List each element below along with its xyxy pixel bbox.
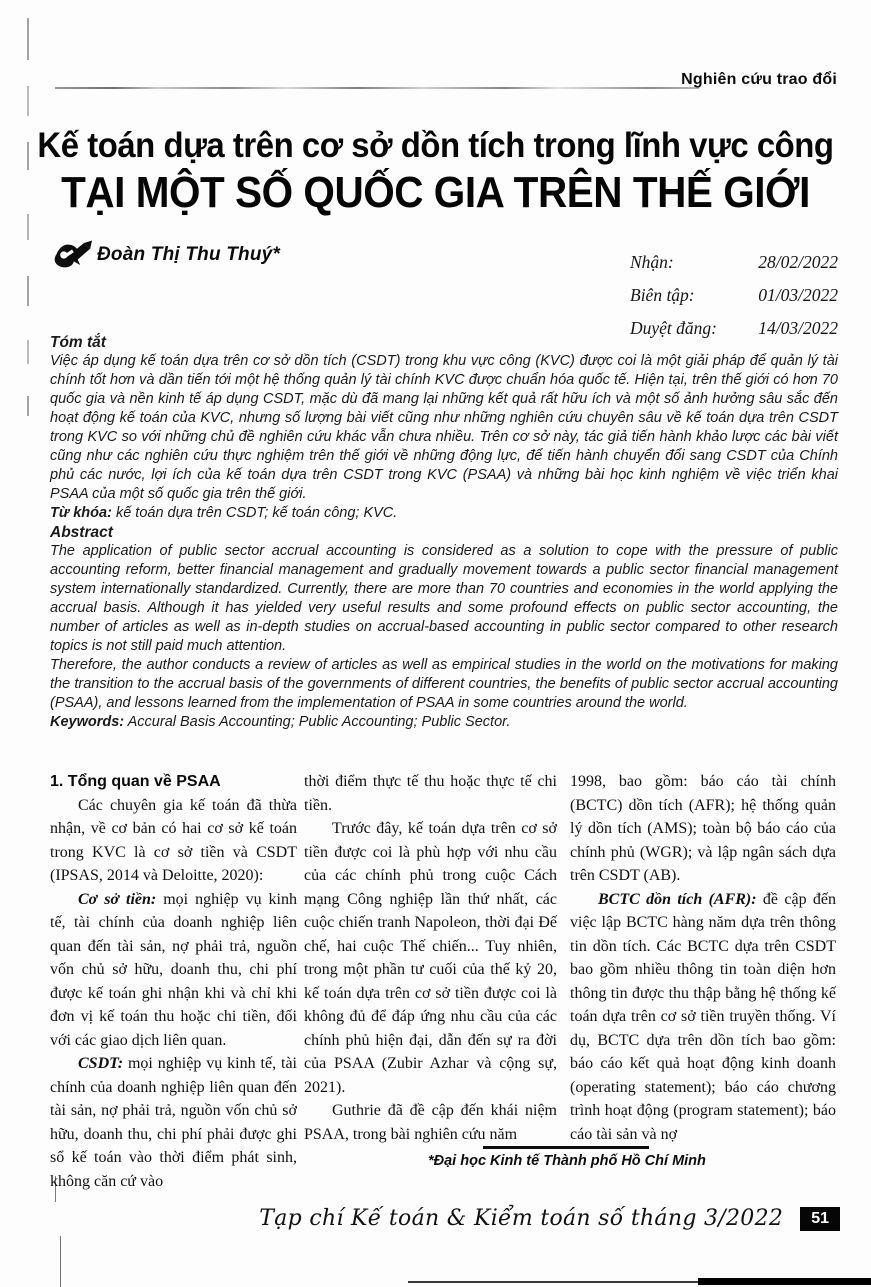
body-column-3: [570, 770, 836, 1146]
journal-name: Tạp chí Kế toán & Kiểm toán số tháng 3/2022: [259, 1206, 784, 1231]
article-title-line1: Kế toán dựa trên cơ sở dồn tích trong lĩnh vực công: [37, 126, 834, 165]
paragraph: [50, 1052, 297, 1193]
body-column-1: [50, 770, 297, 1193]
keywords-vi-value: kế toán dựa trên CSDT; kế toán công; KVC.: [111, 505, 398, 521]
article-title-line2: TẠI MỘT SỐ QUỐC GIA TRÊN THẾ GIỚI: [61, 168, 810, 217]
date-received-value: 28/02/2022: [758, 252, 838, 272]
page-footer: [259, 1206, 840, 1231]
scan-artifact: [27, 396, 29, 416]
paragraph: thời điểm thực tế thu hoặc thực tế chi tiền.: [304, 773, 557, 814]
scan-artifact: [27, 18, 29, 60]
paragraph-text: đề cập đến việc lập BCTC hàng năm dựa trên thông tin dồn tích. Các BCTC dựa trên CSDT bao gồm nhiều thông tin toàn diện hơn thông tin được thu thập bằng hệ thống kế toán dựa trên cơ sở tiền truyền thống. Ví dụ, BCTC dựa trên dồn tích bao gồm: báo cáo kết quả hoạt động kinh doanh (operating statement); báo cáo chương trình hoạt động (program statement); báo cáo tài sản và nợ: [570, 890, 837, 1143]
abstract-vi-keywords: [50, 504, 838, 523]
keywords-en-label: Keywords:: [50, 714, 125, 730]
paragraph-text: mọi nghiệp vụ kinh tế, tài chính của doanh nghiệp liên quan đến tài sản, nợ phải trả, nguồn vốn chủ sở hữu, doanh thu, chi phí được kế toán ghi nhận khi và chỉ khi đơn vị kế toán thu hoặc chi tiền, đối với các giao dịch liên quan.: [50, 890, 297, 1049]
abstract-en-para2: Therefore, the author conducts a review of articles as well as empirical studies in the world on the motivations for making the transition to the accrual basis of the governments of different countries, the benefits of public sector accrual accounting (PSAA), and lessons learned from the implementation of PSAA in some countries around the world.: [50, 657, 838, 711]
header-rule: [55, 87, 699, 89]
author-name: Đoàn Thị Thu Thuý*: [97, 244, 281, 265]
bottom-rule-thick: [698, 1278, 871, 1285]
abstract-block: [50, 333, 838, 732]
scan-artifact: [60, 1236, 61, 1287]
date-edited-label: Biên tập:: [630, 285, 695, 305]
keywords-en-value: Accural Basis Accounting; Public Accounting; Public Sector.: [124, 714, 511, 730]
article-dates: [630, 246, 838, 345]
scan-artifact: [27, 214, 29, 240]
author-affiliation-footnote: *Đại học Kinh tế Thành phố Hồ Chí Minh: [428, 1153, 706, 1169]
date-edited: [630, 279, 838, 312]
paragraph: Guthrie đã đề cập đến khái niệm PSAA, trong bài nghiên cứu năm: [304, 1102, 557, 1143]
abstract-en-keywords: [50, 713, 838, 732]
date-received-label: Nhận:: [630, 252, 674, 272]
footnote-rule: [483, 1146, 649, 1149]
paragraph: [50, 888, 297, 1053]
term-lead: BCTC dồn tích (AFR):: [598, 890, 757, 908]
paragraph: 1998, bao gồm: báo cáo tài chính (BCTC) dồn tích (AFR); hệ thống quản lý dồn tích (AMS); toàn bộ báo cáo của chính phủ (WGR); và lập ngân sách dựa trên CSDT (AB).: [570, 773, 836, 884]
paragraph: [570, 888, 836, 1147]
scan-artifact: [27, 276, 29, 306]
byline: [52, 240, 280, 270]
term-lead: CSDT:: [78, 1055, 124, 1072]
paragraph: Các chuyên gia kế toán đã thừa nhận, về cơ bản có hai cơ sở kế toán trong KVC là cơ sở tiền và CSDT (IPSAS, 2014 và Deloitte, 2020):: [50, 796, 297, 884]
date-edited-value: 01/03/2022: [758, 285, 838, 305]
paragraph-text: mọi nghiệp vụ kinh tế, tài chính của doanh nghiệp liên quan đến tài sản, nợ phải trả, nguồn vốn chủ sở hữu, doanh thu, chi phí phải được ghi sổ kế toán vào thời điểm phát sinh, không căn cứ vào: [50, 1055, 297, 1190]
keywords-vi-label: Từ khóa:: [50, 505, 112, 521]
paragraph: Trước đây, kế toán dựa trên cơ sở tiền được coi là phù hợp với nhu cầu của các chính phủ trong cuộc Cách mạng Công nghiệp lần thứ nhất, các cuộc chiến tranh Napoleon, thời đại Đế chế, hai cuộc Thế chiến... Tuy nhiên, trong một phần tư cuối của thế kỷ 20, kế toán dựa trên cơ sở tiền được coi là không đủ để đáp ứng nhu cầu của các chính phủ hiện đại, dẫn đến sự ra đời của PSAA (Zubir Azhar và cộng sự, 2021).: [304, 820, 557, 1096]
abstract-vi-body: Việc áp dụng kế toán dựa trên cơ sở dồn tích (CSDT) trong khu vực công (KVC) được coi là một giải pháp để quản lý tài chính tốt hơn và dần tiến tới một hệ thống quản lý tài chính KVC được chuẩn hóa quốc tế. Hiện tại, trên thế giới có hơn 70 quốc gia và nền kinh tế áp dụng CSDT, mặc dù đã mang lại những kết quả rất hữu ích và một số ảnh hưởng sâu sắc đến hoạt động kế toán của KVC, nhưng số lượng bài viết cũng như những nghiên cứu chuyên sâu về kế toán dựa trên CSDT trong KVC so với những chủ đề nghiên cứu khác vẫn chưa nhiều. Trên cơ sở này, tác giả tiến hành khảo lược các bài viết cũng như các nghiên cứu thực nghiệm trên thế giới về những động lực, để tiến hành chuyển đổi sang CSDT của Chính phủ các nước, lợi ích của kế toán dựa trên CSDT trong KVC (PSAA) và những bài học kinh nghiệm về việc triển khai PSAA của một số quốc gia trên thế giới.: [50, 353, 838, 502]
section-heading: 1. Tổng quan về PSAA: [50, 773, 221, 790]
date-published-value: 14/03/2022: [758, 318, 838, 338]
scan-artifact: [27, 86, 29, 116]
date-received: [630, 246, 838, 279]
abstract-vi-heading: Tóm tắt: [50, 334, 106, 351]
body-column-2: [304, 770, 557, 1146]
section-category-label: Nghiên cứu trao đổi: [681, 71, 837, 88]
page-number-badge: 51: [800, 1207, 840, 1231]
abstract-en-heading: Abstract: [50, 524, 113, 541]
bottom-rule-thin: [408, 1281, 700, 1283]
abstract-en-para1: The application of public sector accrual accounting is considered as a solution to cope with the pressure of public accounting reform, better financial management and gradually movement towards a public sector financial management system internationally standardized. Currently, there are more than 70 countries and economies in the world applying the accrual basis. Although it has yielded very useful results and some profound effects on public sector accounting, the number of articles as well as in-depth studies on accrual-based accounting in public sector compared to other research topics is not still paid much attention.: [50, 543, 838, 654]
scan-artifact: [27, 340, 29, 364]
date-published-label: Duyệt đăng:: [630, 318, 717, 338]
pen-icon: [52, 240, 92, 270]
term-lead: Cơ sở tiền:: [78, 890, 157, 908]
